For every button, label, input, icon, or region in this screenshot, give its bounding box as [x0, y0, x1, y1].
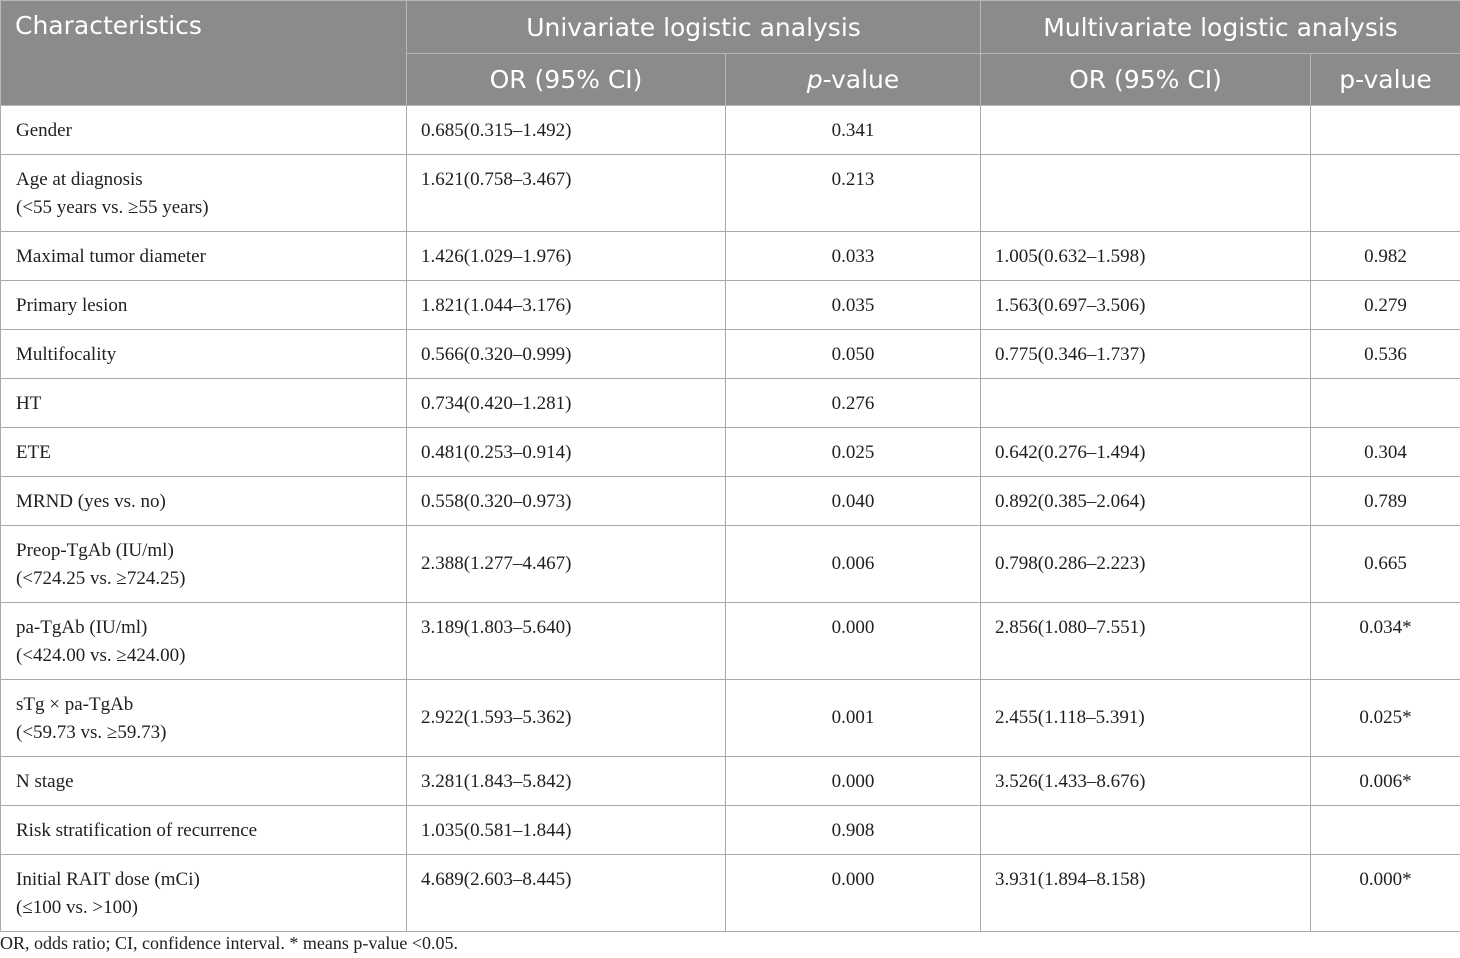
- characteristic-line: Primary lesion: [16, 295, 128, 316]
- characteristic-line: (<724.25 vs. ≥724.25): [16, 568, 186, 589]
- cell-multi-p: 0.006*: [1311, 757, 1460, 806]
- cell-characteristic: [1, 155, 407, 232]
- table-row: [1, 477, 1460, 526]
- cell-uni-p: 0.040: [726, 477, 981, 526]
- table-row: [1, 106, 1460, 155]
- cell-multi-p: 0.665: [1311, 526, 1460, 603]
- cell-multi-p: [1311, 106, 1460, 155]
- cell-uni-p: 0.035: [726, 281, 981, 330]
- cell-characteristic: [1, 603, 407, 680]
- characteristic-line: N stage: [16, 771, 74, 792]
- characteristic-line: Age at diagnosis: [16, 169, 143, 190]
- header-characteristics: Characteristics: [1, 1, 407, 106]
- cell-uni-or: 2.922(1.593–5.362): [407, 680, 726, 757]
- cell-uni-or: 3.189(1.803–5.640): [407, 603, 726, 680]
- cell-uni-p: 0.033: [726, 232, 981, 281]
- cell-multi-p: [1311, 379, 1460, 428]
- table-row: [1, 757, 1460, 806]
- cell-multi-or: 2.455(1.118–5.391): [981, 680, 1311, 757]
- cell-characteristic: [1, 106, 407, 155]
- cell-multi-or: 2.856(1.080–7.551): [981, 603, 1311, 680]
- cell-multi-p: [1311, 155, 1460, 232]
- cell-uni-or: 1.035(0.581–1.844): [407, 806, 726, 855]
- cell-uni-p: 0.050: [726, 330, 981, 379]
- cell-multi-or: [981, 155, 1311, 232]
- characteristic-line: pa-TgAb (IU/ml): [16, 617, 148, 638]
- table-row: [1, 526, 1460, 603]
- cell-uni-or: 1.621(0.758–3.467): [407, 155, 726, 232]
- cell-multi-p: 0.025*: [1311, 680, 1460, 757]
- table-header: [1, 1, 1460, 106]
- header-uni-or: OR (95% CI): [407, 54, 726, 106]
- cell-multi-p: 0.982: [1311, 232, 1460, 281]
- characteristic-line: ETE: [16, 442, 51, 463]
- cell-uni-or: 1.821(1.044–3.176): [407, 281, 726, 330]
- cell-uni-or: 0.558(0.320–0.973): [407, 477, 726, 526]
- characteristic-line: Gender: [16, 120, 72, 141]
- cell-characteristic: [1, 855, 407, 932]
- characteristic-line: Preop-TgAb (IU/ml): [16, 540, 174, 561]
- cell-uni-p: 0.000: [726, 855, 981, 932]
- table-row: [1, 603, 1460, 680]
- cell-uni-p: 0.006: [726, 526, 981, 603]
- cell-multi-or: 0.892(0.385–2.064): [981, 477, 1311, 526]
- cell-characteristic: [1, 757, 407, 806]
- header-uni-p-suffix: -value: [822, 65, 900, 94]
- cell-characteristic: [1, 330, 407, 379]
- cell-uni-p: 0.025: [726, 428, 981, 477]
- cell-multi-p: 0.789: [1311, 477, 1460, 526]
- characteristic-line: (<55 years vs. ≥55 years): [16, 197, 209, 218]
- cell-characteristic: [1, 428, 407, 477]
- cell-multi-or: 0.775(0.346–1.737): [981, 330, 1311, 379]
- cell-characteristic: [1, 232, 407, 281]
- cell-uni-p: 0.000: [726, 757, 981, 806]
- cell-multi-or: 3.931(1.894–8.158): [981, 855, 1311, 932]
- cell-uni-p: 0.341: [726, 106, 981, 155]
- cell-multi-p: 0.536: [1311, 330, 1460, 379]
- table-row: [1, 379, 1460, 428]
- table-row: [1, 330, 1460, 379]
- cell-uni-p: 0.001: [726, 680, 981, 757]
- cell-uni-or: 0.566(0.320–0.999): [407, 330, 726, 379]
- characteristic-line: Multifocality: [16, 344, 117, 365]
- characteristic-line: Maximal tumor diameter: [16, 246, 206, 267]
- cell-characteristic: [1, 526, 407, 603]
- header-multi-or: OR (95% CI): [981, 54, 1311, 106]
- cell-uni-p: 0.908: [726, 806, 981, 855]
- table-row: [1, 232, 1460, 281]
- characteristic-line: Risk stratification of recurrence: [16, 820, 258, 841]
- cell-uni-or: 1.426(1.029–1.976): [407, 232, 726, 281]
- cell-uni-or: 0.481(0.253–0.914): [407, 428, 726, 477]
- table-footnote: OR, odds ratio; CI, confidence interval. * means p-value <0.05.: [0, 933, 459, 953]
- characteristic-line: (<424.00 vs. ≥424.00): [16, 645, 186, 666]
- table-row: [1, 281, 1460, 330]
- cell-multi-or: 1.005(0.632–1.598): [981, 232, 1311, 281]
- cell-multi-or: [981, 806, 1311, 855]
- cell-uni-p: 0.276: [726, 379, 981, 428]
- cell-multi-p: 0.034*: [1311, 603, 1460, 680]
- cell-multi-p: [1311, 806, 1460, 855]
- cell-characteristic: [1, 806, 407, 855]
- cell-characteristic: [1, 477, 407, 526]
- table-row: [1, 428, 1460, 477]
- cell-multi-or: 3.526(1.433–8.676): [981, 757, 1311, 806]
- table-body: [1, 106, 1460, 932]
- cell-characteristic: [1, 680, 407, 757]
- cell-multi-or: [981, 106, 1311, 155]
- cell-uni-or: 4.689(2.603–8.445): [407, 855, 726, 932]
- header-univariate: Univariate logistic analysis: [407, 1, 981, 54]
- cell-uni-or: 0.734(0.420–1.281): [407, 379, 726, 428]
- header-multivariate: Multivariate logistic analysis: [981, 1, 1460, 54]
- table-row: [1, 155, 1460, 232]
- characteristic-line: (≤100 vs. >100): [16, 897, 138, 918]
- cell-multi-or: 1.563(0.697–3.506): [981, 281, 1311, 330]
- header-uni-p-italic: p: [806, 65, 823, 94]
- characteristic-line: Initial RAIT dose (mCi): [16, 869, 200, 890]
- cell-multi-or: 0.798(0.286–2.223): [981, 526, 1311, 603]
- header-multi-p: p-value: [1311, 54, 1460, 106]
- cell-uni-or: 0.685(0.315–1.492): [407, 106, 726, 155]
- cell-multi-p: 0.304: [1311, 428, 1460, 477]
- table-row: [1, 855, 1460, 932]
- table-row: [1, 680, 1460, 757]
- characteristic-line: sTg × pa-TgAb: [16, 694, 134, 715]
- cell-multi-or: 0.642(0.276–1.494): [981, 428, 1311, 477]
- cell-multi-or: [981, 379, 1311, 428]
- characteristic-line: MRND (yes vs. no): [16, 491, 166, 512]
- cell-multi-p: 0.000*: [1311, 855, 1460, 932]
- cell-uni-or: 2.388(1.277–4.467): [407, 526, 726, 603]
- cell-uni-p: 0.213: [726, 155, 981, 232]
- cell-characteristic: [1, 379, 407, 428]
- cell-uni-or: 3.281(1.843–5.842): [407, 757, 726, 806]
- characteristic-line: HT: [16, 393, 42, 414]
- cell-uni-p: 0.000: [726, 603, 981, 680]
- cell-characteristic: [1, 281, 407, 330]
- header-uni-p: [726, 54, 981, 106]
- characteristic-line: (<59.73 vs. ≥59.73): [16, 722, 167, 743]
- cell-multi-p: 0.279: [1311, 281, 1460, 330]
- table-row: [1, 806, 1460, 855]
